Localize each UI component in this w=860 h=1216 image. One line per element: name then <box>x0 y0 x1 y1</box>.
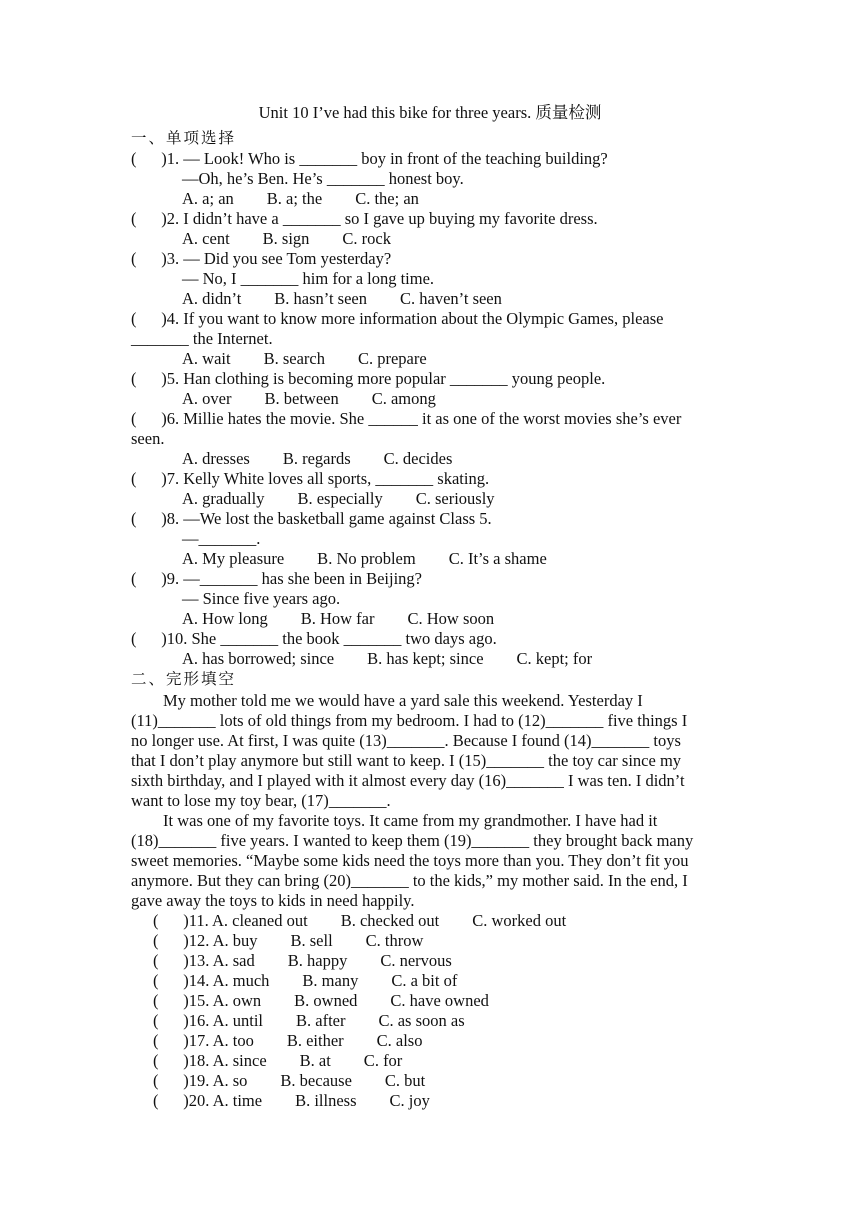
question-10: ( )10. She _______ the book _______ two days ago. <box>131 629 497 648</box>
page-title: Unit 10 I’ve had this bike for three years. 质量检测 <box>258 103 602 122</box>
cloze-paragraph-2-line: sweet memories. “Maybe some kids need the toys more than you. They don’t fit you <box>131 851 689 870</box>
cloze-choice-17: ( )17. A. too B. either C. also <box>153 1031 423 1050</box>
cloze-paragraph-2-line: anymore. But they can bring (20)_______ to the kids,” my mother said. In the end, I <box>131 871 688 890</box>
question-1-dialogue: —Oh, he’s Ben. He’s _______ honest boy. <box>182 169 464 188</box>
question-3-dialogue: — No, I _______ him for a long time. <box>182 269 435 288</box>
cloze-paragraph-2-line: It was one of my favorite toys. It came from my grandmother. I have had it <box>163 811 658 830</box>
question-8: ( )8. —We lost the basketball game against Class 5. <box>131 509 492 528</box>
question-5-options: A. over B. between C. among <box>182 389 436 408</box>
question-10-options: A. has borrowed; since B. has kept; since C. kept; for <box>182 649 593 668</box>
cloze-choice-18: ( )18. A. since B. at C. for <box>153 1051 403 1070</box>
question-9-dialogue: — Since five years ago. <box>182 589 341 608</box>
question-1-options: A. a; an B. a; the C. the; an <box>182 189 419 208</box>
cloze-choice-16: ( )16. A. until B. after C. as soon as <box>153 1011 465 1030</box>
cloze-paragraph-2-line: gave away the toys to kids in need happily. <box>131 891 415 910</box>
question-4-options: A. wait B. search C. prepare <box>182 349 427 368</box>
question-6-continued: seen. <box>131 429 165 448</box>
cloze-choice-11: ( )11. A. cleaned out B. checked out C. worked out <box>153 911 567 930</box>
question-9-options: A. How long B. How far C. How soon <box>182 609 495 628</box>
question-3: ( )3. — Did you see Tom yesterday? <box>131 249 392 268</box>
cloze-paragraph-1-line: sixth birthday, and I played with it almost every day (16)_______ I was ten. I didn’t <box>131 771 685 790</box>
question-4: ( )4. If you want to know more information about the Olympic Games, please <box>131 309 664 328</box>
question-1: ( )1. — Look! Who is _______ boy in front of the teaching building? <box>131 149 608 168</box>
cloze-paragraph-1-line: no longer use. At first, I was quite (13)_______. Because I found (14)_______ toys <box>131 731 681 750</box>
cloze-choice-13: ( )13. A. sad B. happy C. nervous <box>153 951 452 970</box>
question-3-options: A. didn’t B. hasn’t seen C. haven’t seen <box>182 289 502 308</box>
question-2: ( )2. I didn’t have a _______ so I gave up buying my favorite dress. <box>131 209 598 228</box>
question-6-options: A. dresses B. regards C. decides <box>182 449 453 468</box>
cloze-choice-12: ( )12. A. buy B. sell C. throw <box>153 931 424 950</box>
cloze-choice-19: ( )19. A. so B. because C. but <box>153 1071 426 1090</box>
cloze-paragraph-1-line: My mother told me we would have a yard sale this weekend. Yesterday I <box>163 691 643 710</box>
cloze-choice-15: ( )15. A. own B. owned C. have owned <box>153 991 489 1010</box>
question-9: ( )9. —_______ has she been in Beijing? <box>131 569 422 588</box>
question-4-continued: _______ the Internet. <box>131 329 273 348</box>
cloze-choice-14: ( )14. A. much B. many C. a bit of <box>153 971 458 990</box>
question-5: ( )5. Han clothing is becoming more popular _______ young people. <box>131 369 606 388</box>
section-heading-cloze: 二、完形填空 <box>131 670 237 688</box>
question-7-options: A. gradually B. especially C. seriously <box>182 489 495 508</box>
cloze-choice-20: ( )20. A. time B. illness C. joy <box>153 1091 430 1110</box>
cloze-paragraph-1-line: that I don’t play anymore but still want to keep. I (15)_______ the toy car since my <box>131 751 682 770</box>
question-7: ( )7. Kelly White loves all sports, _______ skating. <box>131 469 490 488</box>
question-2-options: A. cent B. sign C. rock <box>182 229 391 248</box>
question-8-dialogue: —_______. <box>182 529 261 548</box>
section-heading-multiple-choice: 一、单项选择 <box>131 129 237 147</box>
cloze-paragraph-1-line: (11)_______ lots of old things from my bedroom. I had to (12)_______ five things I <box>131 711 688 730</box>
cloze-paragraph-1-line: want to lose my toy bear, (17)_______. <box>131 791 391 810</box>
question-8-options: A. My pleasure B. No problem C. It’s a shame <box>182 549 547 568</box>
cloze-paragraph-2-line: (18)_______ five years. I wanted to keep them (19)_______ they brought back many <box>131 831 694 850</box>
question-6: ( )6. Millie hates the movie. She ______ it as one of the worst movies she’s ever <box>131 409 682 428</box>
